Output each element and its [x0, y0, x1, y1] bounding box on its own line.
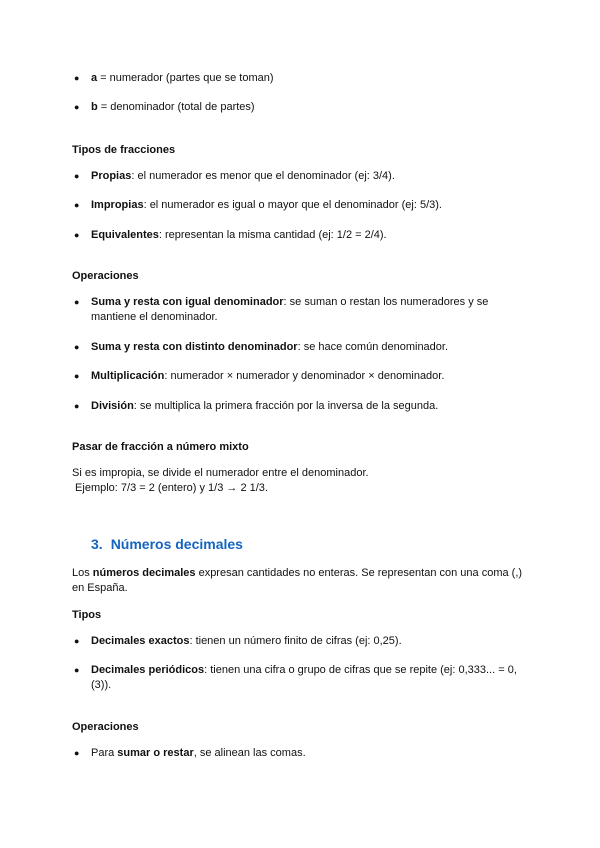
- paragraph-text: Los: [72, 567, 93, 579]
- list-item-text: : el numerador es menor que el denominador (ej: 3/4).: [131, 170, 395, 182]
- list-item: [74, 399, 531, 414]
- bullet-icon: ●: [74, 636, 80, 646]
- paragraph-numero-mixto: [72, 466, 542, 496]
- section-title-numeros-decimales: [91, 537, 243, 552]
- list-item-text: : representan la misma cantidad (ej: 1/2 = 2/4).: [158, 229, 387, 241]
- list-item: [74, 100, 531, 115]
- bullet-icon: ●: [74, 665, 80, 675]
- bullet-icon: ●: [74, 342, 80, 352]
- section-number: 3.: [91, 536, 103, 552]
- list-item: [74, 663, 526, 693]
- paragraph-line: Si es impropia, se divide el numerador entre el denominador.: [72, 467, 369, 479]
- list-item-term: Propias: [91, 170, 132, 182]
- list-item-term: Suma y resta con igual denominador: [91, 296, 284, 308]
- paragraph-line: Ejemplo: 7/3 = 2 (entero) y 1/3 → 2 1/3.: [72, 482, 268, 494]
- list-item: [74, 369, 531, 384]
- list-item: [74, 634, 531, 649]
- list-item: [74, 71, 531, 86]
- list-item: [74, 746, 531, 761]
- bullet-icon: ●: [74, 102, 80, 112]
- list-item-term: Decimales periódicos: [91, 664, 205, 676]
- list-item-term: Equivalentes: [91, 229, 159, 241]
- list-item: [74, 169, 531, 184]
- section-heading-operaciones-decimales: Operaciones: [72, 721, 139, 733]
- list-item-text: , se alinean las comas.: [193, 747, 306, 759]
- list-item-term: b: [91, 101, 98, 113]
- list-item-text: Para: [91, 747, 118, 759]
- bullet-icon: ●: [74, 230, 80, 240]
- paragraph-text: expresan cantidades no enteras. Se representan con una coma (,) en España.: [72, 567, 523, 594]
- list-item-text: : se suman o restan los numeradores y se mantiene el denominador.: [91, 296, 489, 323]
- list-item-term: sumar o restar: [117, 747, 194, 759]
- section-heading-numero-mixto: Pasar de fracción a número mixto: [72, 441, 249, 453]
- section-heading-tipos: Tipos: [72, 609, 102, 621]
- section-heading-operaciones: Operaciones: [72, 270, 139, 282]
- section-title-text: Números decimales: [110, 536, 243, 552]
- list-item-term: División: [91, 400, 134, 412]
- list-item: [74, 340, 531, 355]
- bullet-icon: ●: [74, 371, 80, 381]
- list-item: [74, 295, 521, 325]
- bullet-icon: ●: [74, 171, 80, 181]
- list-item-text: : se multiplica la primera fracción por la inversa de la segunda.: [133, 400, 439, 412]
- paragraph-decimales-intro: [72, 566, 532, 596]
- bullet-icon: ●: [74, 401, 80, 411]
- bullet-icon: ●: [74, 73, 80, 83]
- bullet-icon: ●: [74, 297, 80, 307]
- section-heading-tipos-fracciones: Tipos de fracciones: [72, 144, 176, 156]
- list-item-term: a: [91, 72, 98, 84]
- list-item-term: Impropias: [91, 199, 144, 211]
- bullet-icon: ●: [74, 748, 80, 758]
- list-item-text: : tienen una cifra o grupo de cifras que se repite (ej: 0,333... = 0,(3)).: [91, 664, 517, 691]
- list-item-text: : tienen un número finito de cifras (ej: 0,25).: [189, 635, 402, 647]
- list-item-text: = numerador (partes que se toman): [97, 72, 274, 84]
- list-item-term: Decimales exactos: [91, 635, 190, 647]
- list-item: [74, 198, 531, 213]
- list-item-text: = denominador (total de partes): [97, 101, 255, 113]
- list-item-text: : se hace común denominador.: [297, 341, 449, 353]
- list-item-term: Suma y resta con distinto denominador: [91, 341, 298, 353]
- list-item-text: : el numerador es igual o mayor que el denominador (ej: 5/3).: [143, 199, 442, 211]
- paragraph-term: números decimales: [92, 567, 196, 579]
- list-item: [74, 228, 531, 243]
- bullet-icon: ●: [74, 200, 80, 210]
- list-item-text: : numerador × numerador y denominador × denominador.: [164, 370, 445, 382]
- list-item-term: Multiplicación: [91, 370, 165, 382]
